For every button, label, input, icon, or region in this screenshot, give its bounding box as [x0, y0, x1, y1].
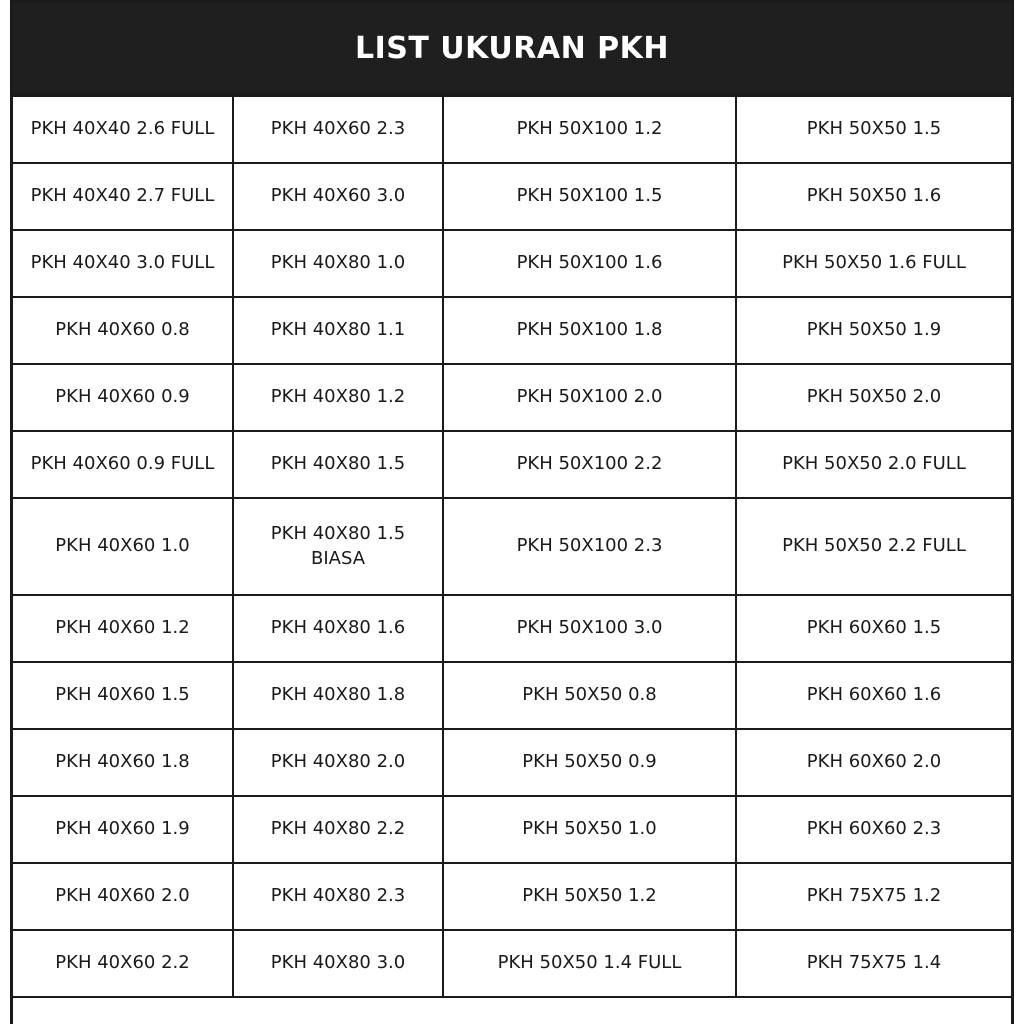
table-row	[13, 930, 1011, 997]
table-cell: PKH 50X50 1.5	[736, 96, 1011, 163]
size-list-sheet	[10, 0, 1014, 1024]
table-cell: PKH 40X60 3.0	[233, 163, 443, 230]
table-row	[13, 96, 1011, 163]
table-cell: PKH 40X60 2.3	[233, 96, 443, 163]
table-cell: PKH 40X60 2.0	[13, 863, 233, 930]
table-cell: PKH 40X80 1.6	[233, 595, 443, 662]
table-cell: PKH 50X100 2.0	[443, 364, 736, 431]
table-cell: PKH 40X60 1.5	[13, 662, 233, 729]
table-cell: PKH 40X60 1.9	[13, 796, 233, 863]
table-cell: PKH 75X75 1.4	[736, 930, 1011, 997]
table-cell: PKH 50X50 1.2	[443, 863, 736, 930]
table-row	[13, 364, 1011, 431]
table-cell: PKH 40X40 3.0 FULL	[13, 230, 233, 297]
table-cell: PKH 40X40 2.6 FULL	[13, 96, 233, 163]
table-cell: PKH 40X80 2.2	[233, 796, 443, 863]
size-table	[13, 95, 1011, 998]
table-cell: PKH 60X60 2.3	[736, 796, 1011, 863]
table-cell: PKH 40X60 0.8	[13, 297, 233, 364]
table-row	[13, 662, 1011, 729]
table-cell: PKH 50X50 1.0	[443, 796, 736, 863]
table-cell: PKH 40X60 2.2	[13, 930, 233, 997]
table-cell: PKH 40X60 0.9	[13, 364, 233, 431]
table-cell: PKH 50X100 3.0	[443, 595, 736, 662]
table-cell: PKH 50X50 0.8	[443, 662, 736, 729]
table-cell: PKH 50X50 1.6 FULL	[736, 230, 1011, 297]
table-cell: PKH 50X50 1.9	[736, 297, 1011, 364]
table-cell: PKH 40X80 1.5 BIASA	[233, 498, 443, 595]
table-row	[13, 230, 1011, 297]
table-row	[13, 297, 1011, 364]
table-row	[13, 796, 1011, 863]
table-cell: PKH 50X100 2.2	[443, 431, 736, 498]
table-cell: PKH 40X80 1.5	[233, 431, 443, 498]
table-cell: PKH 40X60 1.8	[13, 729, 233, 796]
table-cell: PKH 40X80 2.0	[233, 729, 443, 796]
table-cell: PKH 40X40 2.7 FULL	[13, 163, 233, 230]
table-cell: PKH 50X100 1.5	[443, 163, 736, 230]
table-cell: PKH 40X60 1.2	[13, 595, 233, 662]
table-cell: PKH 50X100 1.8	[443, 297, 736, 364]
table-cell: PKH 40X80 1.0	[233, 230, 443, 297]
table-cell: PKH 50X50 1.6	[736, 163, 1011, 230]
table-cell: PKH 50X100 1.2	[443, 96, 736, 163]
table-cell: PKH 40X80 1.1	[233, 297, 443, 364]
table-cell: PKH 50X50 0.9	[443, 729, 736, 796]
table-cell: PKH 40X80 1.2	[233, 364, 443, 431]
table-row	[13, 498, 1011, 595]
table-cell: PKH 40X80 3.0	[233, 930, 443, 997]
page-title: LIST UKURAN PKH	[13, 3, 1011, 95]
table-row	[13, 863, 1011, 930]
table-cell: PKH 50X100 1.6	[443, 230, 736, 297]
table-cell: PKH 40X80 2.3	[233, 863, 443, 930]
table-cell: PKH 50X50 2.0	[736, 364, 1011, 431]
table-cell: PKH 50X50 1.4 FULL	[443, 930, 736, 997]
table-cell: PKH 50X100 2.3	[443, 498, 736, 595]
table-cell: PKH 75X75 1.2	[736, 863, 1011, 930]
table-cell: PKH 60X60 2.0	[736, 729, 1011, 796]
table-row	[13, 163, 1011, 230]
table-cell: PKH 60X60 1.6	[736, 662, 1011, 729]
table-row	[13, 729, 1011, 796]
table-row	[13, 595, 1011, 662]
table-row	[13, 431, 1011, 498]
table-cell: PKH 40X60 0.9 FULL	[13, 431, 233, 498]
table-cell: PKH 50X50 2.0 FULL	[736, 431, 1011, 498]
table-cell: PKH 60X60 1.5	[736, 595, 1011, 662]
table-cell: PKH 50X50 2.2 FULL	[736, 498, 1011, 595]
table-cell: PKH 40X80 1.8	[233, 662, 443, 729]
table-cell: PKH 40X60 1.0	[13, 498, 233, 595]
